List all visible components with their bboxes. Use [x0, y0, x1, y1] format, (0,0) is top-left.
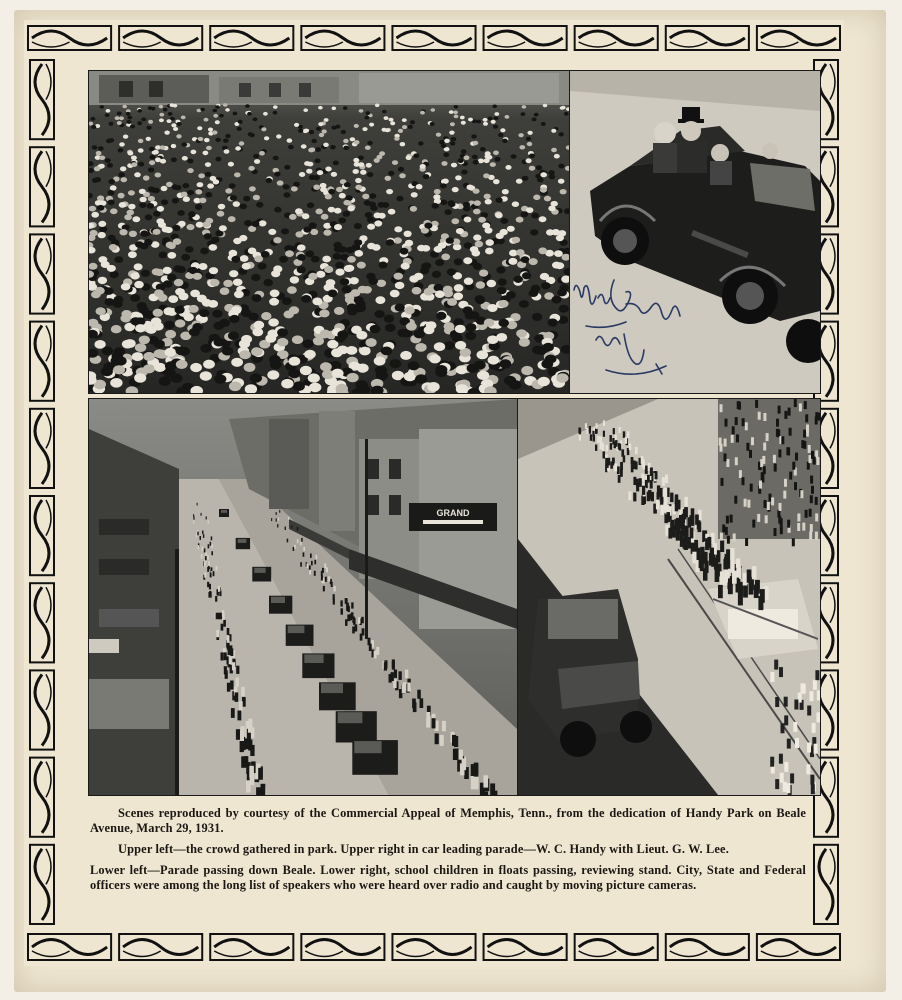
photo-parade-down-beale [88, 398, 518, 796]
photo-crowd-in-park [88, 70, 570, 394]
ornamental-border-top [24, 20, 844, 56]
photo-school-children-floats [517, 398, 821, 796]
handwritten-signature [566, 270, 696, 390]
caption-block [90, 806, 806, 899]
ornamental-border-bottom [24, 928, 844, 966]
caption-paragraph-1: Scenes reproduced by courtesy of the Commercial Appeal of Memphis, Tenn., from the dedication of Handy Park on Beale Avenue, March 29, 1931. [90, 806, 806, 835]
ornamental-border-left [24, 56, 60, 928]
theatre-sign: GRAND [436, 508, 470, 518]
caption-paragraph-3: Lower left—Parade passing down Beale. Lower right, school children in floats passing, reviewing stand. City, State and Federal officers were among the long list of speakers who were heard over radio and caught by moving picture cameras. [90, 863, 806, 892]
caption-paragraph-2: Upper left—the crowd gathered in park. Upper right in car leading parade—W. C. Handy with Lieut. G. W. Lee. [118, 842, 729, 856]
